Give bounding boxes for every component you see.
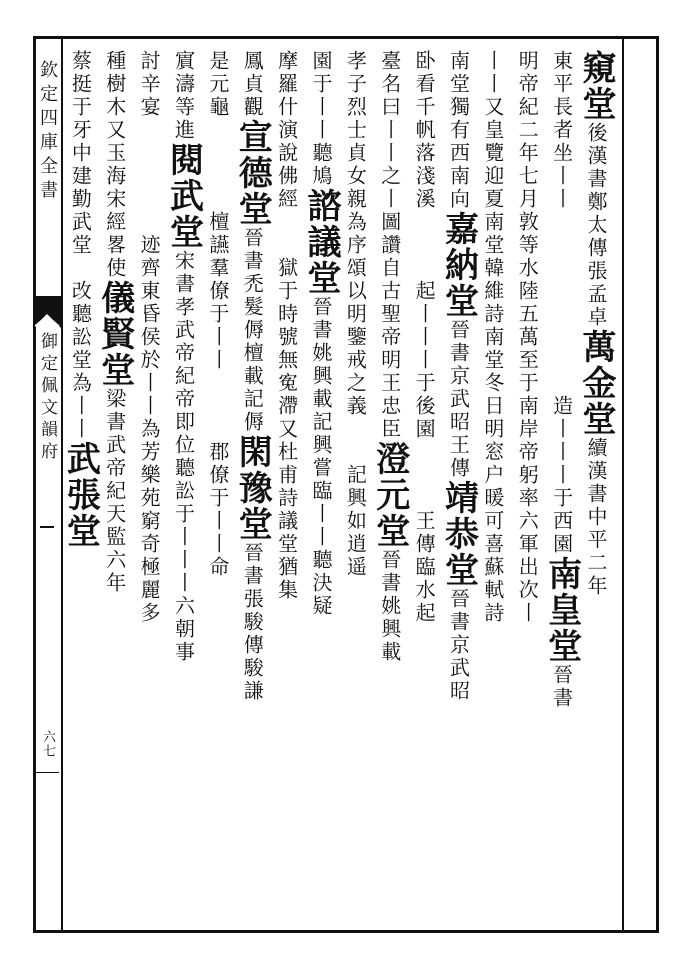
annotation-text: 造丨丨丨于西園 [549, 211, 574, 556]
annotation-text: 明帝紀二年七月敦等水陸五萬至于南岸帝躬率六軍出次丨 [515, 50, 540, 625]
annotation-text: 摩羅什演說佛經 [274, 50, 299, 211]
headword: 南皇堂 [541, 556, 582, 664]
annotation-text: 晉書姚興載 [377, 549, 402, 664]
annotation-text: 改聽訟堂為丨丨 [68, 257, 93, 441]
headword: 武張堂 [60, 441, 101, 549]
annotation-text: 晉書張駿傳駿謙 [240, 542, 265, 703]
annotation-text: 王傳臨水起 [412, 441, 437, 625]
annotation-text: 南堂獨有西南向 [446, 50, 471, 211]
text-column [369, 50, 410, 920]
text-column [301, 50, 341, 920]
annotation-text: 討辛宴 [137, 50, 162, 119]
text-column [410, 50, 444, 920]
headword: 閱武堂 [163, 142, 204, 250]
annotation-text: 宋書孝武帝紀帝即位聽訟于丨丨丨六朝事 [171, 250, 196, 664]
text-column [479, 50, 513, 920]
spine-subtitle: 御定佩文韻府 [37, 332, 57, 464]
annotation-text: 獄于時號無寃滯又杜甫詩議堂猶集 [274, 211, 299, 602]
spine-dash [40, 526, 54, 528]
text-column [438, 50, 479, 920]
annotation-text: 晉書京武昭王傳 [446, 319, 471, 480]
text-column [60, 50, 101, 920]
annotation-text: 晉書禿髮傉檀載記傉 [240, 227, 265, 434]
annotation-text: 晉書 [549, 664, 574, 710]
text-column [576, 50, 616, 920]
text-column [204, 50, 238, 920]
headword: 儀賢堂 [94, 280, 135, 388]
headword: 靖恭堂 [438, 480, 479, 588]
text-column [513, 50, 547, 920]
text-column [541, 50, 582, 920]
annotation-text: 東平長者坐丨丨 [549, 50, 574, 211]
annotation-text: 後漢書鄭太傳張孟卓 [584, 122, 608, 329]
headword: 宣德堂 [232, 119, 273, 227]
annotation-text: 迹齊東昏侯於丨丨為芳樂苑窮奇極麗多 [137, 119, 162, 625]
annotation-text: 園于丨丨聽鳩 [309, 50, 333, 188]
annotation-text: 梁書武帝紀天監六年 [102, 388, 127, 595]
text-column [341, 50, 375, 920]
text-column [163, 50, 204, 920]
headword: 諮議堂 [301, 188, 341, 296]
headword: 閑豫堂 [232, 434, 273, 542]
text-column [135, 50, 169, 920]
annotation-text: 記興如逍遥 [343, 418, 368, 579]
annotation-text: 鳳貞觀 [240, 50, 265, 119]
annotation-text: 起丨丨丨于後園 [412, 211, 437, 441]
annotation-text: 孝子烈士貞女親為序頌以明鑒戒之義 [343, 50, 368, 418]
fish-tail-mark-icon [33, 296, 61, 328]
page-number: 六七 [40, 730, 55, 758]
annotation-text: 蔡挺于牙中建勤武堂 [68, 50, 93, 257]
annotation-text: 種樹木又玉海宋經畧使 [102, 50, 127, 280]
annotation-text: 卧看千帆落淺溪 [412, 50, 437, 211]
headword: 嘉納堂 [438, 211, 479, 319]
annotation-text: 丨丨又皇覽迎夏南堂韓維詩南堂冬日明窓户暖可喜蘇軾詩 [480, 50, 505, 625]
annotation-text: 續漢書中平二年 [584, 437, 608, 598]
right-border-rule [622, 36, 624, 933]
text-column [232, 50, 273, 920]
headword: 窺堂 [576, 50, 616, 122]
annotation-text: 臺名曰丨丨之丨圖讚自古聖帝明王忠臣 [377, 50, 402, 441]
annotation-text: 是元龜 [205, 50, 230, 119]
annotation-text: 晉書京武昭 [446, 588, 471, 703]
annotation-text: 檀讌羣僚于丨丨 [205, 119, 230, 372]
annotation-text: 晉書姚興載記興嘗臨丨丨聽決疑 [309, 296, 333, 618]
text-column [94, 50, 135, 920]
annotation-text: 郡僚于丨丨命 [205, 372, 230, 579]
headword: 澄元堂 [369, 441, 410, 549]
annotation-text: 賔濤等進 [171, 50, 196, 142]
spine-title: 欽定四庫全書 [37, 60, 58, 204]
page-number-rule [35, 772, 59, 773]
text-column [272, 50, 306, 920]
headword: 萬金堂 [576, 329, 616, 437]
